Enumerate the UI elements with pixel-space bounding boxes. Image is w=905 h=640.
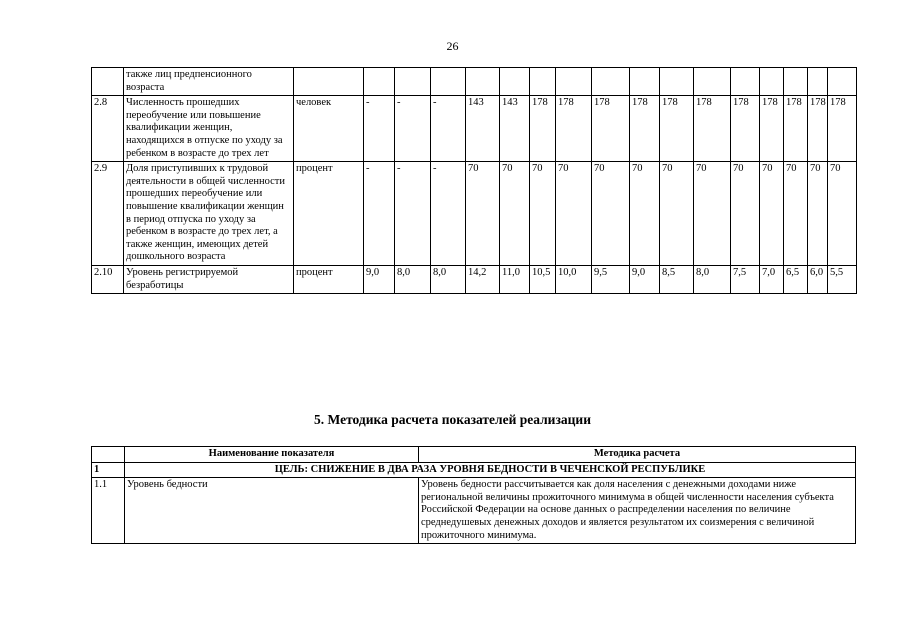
indicator-name: Доля приступивших к трудовой деятельности в общей численности прошедших переобучение или повышение квалификации женщин в период отпуска по уходу за ребенком в возрасте до трех лет, а также женщин, имеющих детей дошкольного возраста — [124, 162, 294, 266]
indicator-value: 10,0 — [556, 265, 592, 293]
indicator-value: - — [431, 96, 466, 162]
indicator-value: 8,0 — [694, 265, 731, 293]
indicator-num: 2.10 — [92, 265, 124, 293]
indicator-value: 70 — [466, 162, 500, 266]
indicator-value — [760, 68, 784, 96]
methodology-table — [91, 446, 856, 544]
indicator-value: 8,0 — [431, 265, 466, 293]
indicator-unit: процент — [294, 162, 364, 266]
indicator-value: 143 — [466, 96, 500, 162]
indicator-value — [395, 68, 431, 96]
indicator-value — [660, 68, 694, 96]
indicator-value: 9,0 — [364, 265, 395, 293]
indicator-num: 2.8 — [92, 96, 124, 162]
section-title: 5. Методика расчета показателей реализации — [314, 412, 591, 427]
indicator-value: 70 — [760, 162, 784, 266]
indicator-value: 9,5 — [592, 265, 630, 293]
indicator-value — [828, 68, 857, 96]
indicator-name: Численность прошедших переобучение или повышение квалификации женщин, находящихся в отпуске по уходу за ребенком в возрасте до трех лет — [124, 96, 294, 162]
indicator-value: 178 — [630, 96, 660, 162]
indicator-value: 70 — [556, 162, 592, 266]
indicator-value — [808, 68, 828, 96]
indicator-value: 178 — [556, 96, 592, 162]
indicator-value: 11,0 — [500, 265, 530, 293]
indicator-value — [630, 68, 660, 96]
indicator-name: Уровень регистрируемой безработицы — [124, 265, 294, 293]
indicator-value: 10,5 — [530, 265, 556, 293]
indicator-value: - — [395, 162, 431, 266]
indicator-value: - — [431, 162, 466, 266]
indicator-row — [92, 162, 857, 266]
header-indicator-name: Наименование показателя — [125, 447, 419, 463]
indicator-value: 178 — [784, 96, 808, 162]
indicator-value: - — [364, 162, 395, 266]
indicator-value: - — [395, 96, 431, 162]
indicator-value: 178 — [660, 96, 694, 162]
goal-row — [92, 462, 856, 478]
row-indicator-name: Уровень бедности — [125, 478, 419, 544]
indicator-value: 178 — [828, 96, 857, 162]
indicator-value — [784, 68, 808, 96]
indicator-value: 70 — [828, 162, 857, 266]
header-num — [92, 447, 125, 463]
indicator-value — [731, 68, 760, 96]
indicator-value: 8,0 — [395, 265, 431, 293]
indicator-value: 70 — [500, 162, 530, 266]
indicator-value: - — [364, 96, 395, 162]
indicator-value: 178 — [530, 96, 556, 162]
indicator-value — [431, 68, 466, 96]
indicator-value — [530, 68, 556, 96]
indicator-unit: процент — [294, 265, 364, 293]
indicator-value: 70 — [530, 162, 556, 266]
indicator-value — [466, 68, 500, 96]
indicator-value: 70 — [592, 162, 630, 266]
header-method: Методика расчета — [419, 447, 856, 463]
methodology-row — [92, 478, 856, 544]
goal-text: ЦЕЛЬ: СНИЖЕНИЕ В ДВА РАЗА УРОВНЯ БЕДНОСТИ В ЧЕЧЕНСКОЙ РЕСПУБЛИКЕ — [125, 462, 856, 478]
page-number: 26 — [446, 39, 459, 53]
indicator-value — [500, 68, 530, 96]
row-method: Уровень бедности рассчитывается как доля населения с денежными доходами ниже региональной величины прожиточного минимума в общей численности населения субъекта Российской Федерации на основе данных о распределении населения по величине среднедушевых денежных доходов и является результатом их соизмерения с величиной прожиточного минимума. — [419, 478, 856, 544]
indicator-value: 7,5 — [731, 265, 760, 293]
indicator-value: 178 — [731, 96, 760, 162]
indicator-value: 178 — [808, 96, 828, 162]
indicator-value: 8,5 — [660, 265, 694, 293]
indicator-value: 70 — [630, 162, 660, 266]
indicator-value: 70 — [660, 162, 694, 266]
indicator-value — [592, 68, 630, 96]
goal-num: 1 — [92, 462, 125, 478]
indicator-value: 143 — [500, 96, 530, 162]
indicator-value: 6,0 — [808, 265, 828, 293]
indicator-unit: человек — [294, 96, 364, 162]
indicator-value: 70 — [694, 162, 731, 266]
indicator-unit — [294, 68, 364, 96]
indicator-value: 70 — [731, 162, 760, 266]
indicator-row — [92, 96, 857, 162]
indicator-value: 178 — [592, 96, 630, 162]
indicator-value: 70 — [808, 162, 828, 266]
indicator-value: 5,5 — [828, 265, 857, 293]
indicator-name: также лиц предпенсионного возраста — [124, 68, 294, 96]
indicator-num — [92, 68, 124, 96]
row-num: 1.1 — [92, 478, 125, 544]
indicator-row — [92, 265, 857, 293]
indicator-value: 6,5 — [784, 265, 808, 293]
indicator-num: 2.9 — [92, 162, 124, 266]
indicator-value: 7,0 — [760, 265, 784, 293]
indicator-row — [92, 68, 857, 96]
indicator-value — [694, 68, 731, 96]
indicator-value: 178 — [694, 96, 731, 162]
indicator-value: 70 — [784, 162, 808, 266]
indicator-value: 14,2 — [466, 265, 500, 293]
methodology-header-row — [92, 447, 856, 463]
indicator-value — [556, 68, 592, 96]
indicators-table — [91, 67, 857, 294]
indicator-value — [364, 68, 395, 96]
indicator-value: 178 — [760, 96, 784, 162]
indicator-value: 9,0 — [630, 265, 660, 293]
